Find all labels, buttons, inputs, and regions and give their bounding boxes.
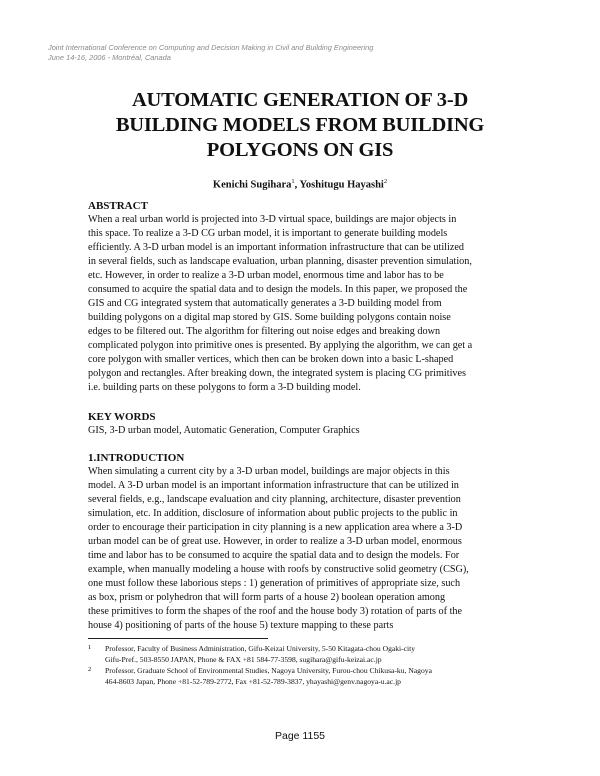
conference-name: Joint International Conference on Computing and Decision Making in Civil and Building Engineering [48,43,374,52]
footnote-line: Gifu-Pref., 503-8550 JAPAN, Phone & FAX +81 584-77-3598, sugihara@gifu-keizai.ac.jp [105,654,382,664]
text-line: house 4) positioning of parts of the house 5) texture mapping to these parts [88,620,394,631]
text-line: When simulating a current city by a 3-D urban model, buildings are major objects in this [88,466,450,477]
conference-date-location: June 14-16, 2006 - Montréal, Canada [48,53,171,62]
text-line: building polygons on a digital map stored by GIS. Some building polygons contain noise [88,312,451,323]
footnote-mark: 1 [291,178,295,185]
text-line: one must follow these laborious steps : 1) generation of primitives of appropriate size, such [88,578,461,589]
text-line: urban model can be of great use. However, in order to realize a 3-D urban model, enormous [88,536,462,547]
author-name: Yoshitugu Hayashi [299,179,384,191]
author-line [60,178,540,191]
text-line: edges to be filtered out. The algorithm for filtering out noise edges and breaking down [88,326,441,337]
title-line: POLYGONS ON GIS [206,139,394,161]
text-line: efficiently. A 3-D urban model is an important information infrastructure that can be utilized [88,242,464,253]
text-line: consumed to acquire the spatial data and to design the models. In this paper, we proposed the [88,284,468,295]
text-line: simulation, etc. In addition, disclosure of information about public projects to the public in [88,508,458,519]
text-line: several fields, e.g., landscape evaluation and city planning, architecture, disaster prevention [88,494,461,505]
text-line: etc. However, in order to realize a 3-D urban model, enormous time and labor has to be [88,270,444,281]
text-line: time and labor has to be consumed to acquire the spatial data and to design the models. For [88,550,460,561]
text-line: these primitives to form the shapes of the roof and the house body 3) rotation of parts of the [88,606,463,617]
footnote-divider [88,638,268,639]
footnote-line: Professor, Faculty of Business Administration, Gifu-Keizai University, 5-50 Kitagata-chou Ogaki-city [105,644,416,653]
text-line: as box, prism or polyhedron that will form parts of a house 2) boolean operation among [88,592,446,603]
text-line: polygon and rectangles. After breaking down, the integrated system is placing CG primitives [88,368,466,379]
author-separator: , [294,179,300,191]
keywords-text: GIS, 3-D urban model, Automatic Generation, Computer Graphics [88,425,360,436]
introduction-body [88,465,528,633]
text-line: i.e. building parts on these polygons to form a 3-D building model. [88,382,361,393]
text-line: this space. To realize a 3-D CG urban model, it is important to generate building models [88,228,448,239]
text-line: example, when manually modeling a house with roofs by constructive solid geometry (CSG), [88,564,469,575]
abstract-heading: ABSTRACT [88,200,148,212]
text-line: core polygon with smaller vertices, which then can be broken down into a basic L-shaped [88,354,454,365]
keywords-body [88,424,528,438]
title-line: BUILDING MODELS FROM BUILDING [115,114,485,136]
page-number: Page 1155 [274,730,326,742]
text-line: model. A 3-D urban model is an important information infrastructure that can be utilized in [88,480,459,491]
paper-title [60,88,540,163]
footnote-line: Professor, Graduate School of Environmental Studies, Nagoya University, Furou-chou Chikusa-ku, Nagoya [105,666,432,675]
author-name: Kenichi Sugihara [212,179,292,191]
footnote-number: 2 [88,666,92,673]
footnote-line: 464-8603 Japan, Phone +81-52-789-2772, Fax +81-52-789-3837, yhayashi@genv.nagoya-u.ac.jp [105,676,401,686]
conference-header [48,43,568,63]
text-line: complicated polygon into primitive ones is presented. By applying the algorithm, we can get a [88,340,473,351]
text-line: GIS and CG integrated system that automatically generates a 3-D building model from [88,298,442,309]
introduction-heading: 1.INTRODUCTION [88,452,185,464]
keywords-heading: KEY WORDS [88,411,156,423]
footnote-number: 1 [88,644,92,651]
abstract-body [88,213,528,395]
text-line: in several fields, such as landscape evaluation, urban planning, disaster prevention simulation, [88,256,472,267]
title-line: AUTOMATIC GENERATION OF 3-D [131,89,469,111]
text-line: When a real urban world is projected into 3-D virtual space, buildings are major objects in [88,214,457,225]
footnote-mark: 2 [383,178,388,185]
text-line: order to encourage their participation in city planning is a new application area where a 3-D [88,522,463,533]
